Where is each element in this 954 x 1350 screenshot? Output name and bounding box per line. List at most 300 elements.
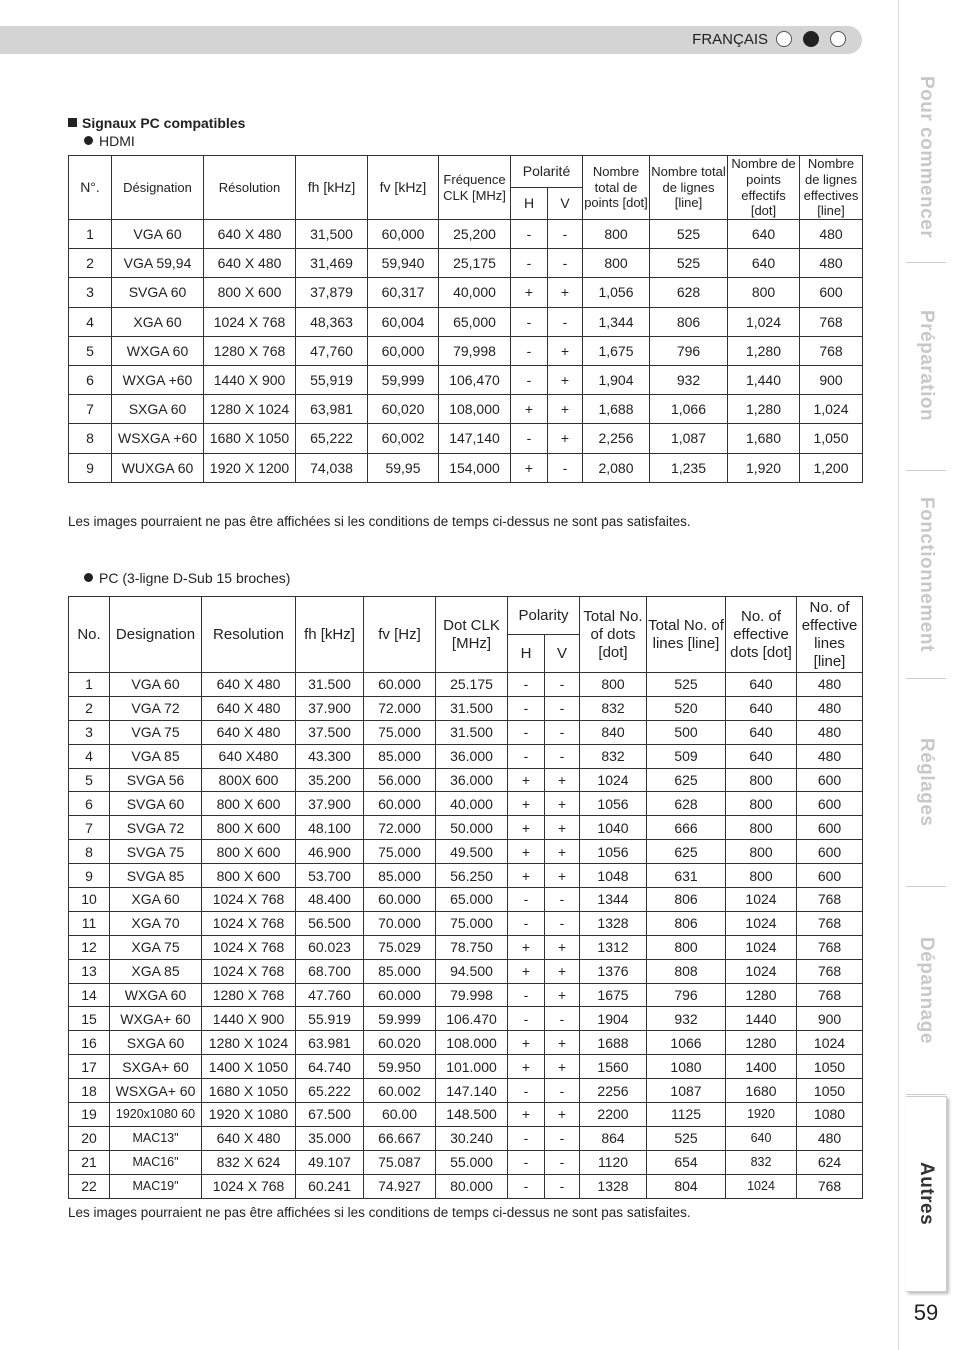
table-cell: 60,000 [368, 220, 439, 249]
table-cell: 12 [69, 935, 110, 959]
table-cell: 2200 [580, 1103, 647, 1127]
table-cell: - [545, 720, 580, 744]
table-cell: 1056 [580, 792, 647, 816]
table-cell: 60.000 [364, 888, 436, 912]
table-cell: + [548, 336, 583, 365]
table-cell: 768 [797, 935, 863, 959]
table-cell: - [508, 1007, 545, 1031]
table-cell: 79,998 [439, 336, 511, 365]
table-cell: 47,760 [296, 336, 368, 365]
table-cell: 2 [69, 249, 112, 278]
table-cell: - [545, 1007, 580, 1031]
table-cell: 85.000 [364, 744, 436, 768]
table-cell: 7 [69, 395, 112, 424]
table-cell: 800 [647, 935, 726, 959]
table-cell: SXGA+ 60 [110, 1055, 202, 1079]
table-cell: 79.998 [436, 983, 508, 1007]
table-cell: - [508, 696, 545, 720]
table-cell: 1,280 [728, 336, 800, 365]
table-cell: + [508, 959, 545, 983]
col-header-v: V [548, 188, 583, 220]
table-cell: 53.700 [296, 864, 364, 888]
table-cell: 480 [797, 673, 863, 697]
table-cell: 11 [69, 911, 110, 935]
table-cell: + [545, 935, 580, 959]
table-cell: 59,95 [368, 453, 439, 482]
table-cell: - [548, 453, 583, 482]
table-cell: 9 [69, 864, 110, 888]
table-cell: 1688 [580, 1031, 647, 1055]
table-cell: 1024 [797, 1031, 863, 1055]
table-cell: 1675 [580, 983, 647, 1007]
table-cell: 148.500 [436, 1103, 508, 1127]
table-cell: 832 [580, 696, 647, 720]
table-cell: 1125 [647, 1103, 726, 1127]
square-bullet-icon [68, 118, 77, 127]
table-cell: 13 [69, 959, 110, 983]
table-row [69, 1007, 863, 1031]
table-cell: 8 [69, 424, 112, 453]
table-cell: 480 [800, 220, 863, 249]
table-cell: 60.000 [364, 983, 436, 1007]
col-header-total-lines: Nombre total de lignes [line] [650, 156, 728, 220]
col-header-h: H [508, 635, 545, 673]
table-cell: MAC19" [110, 1174, 202, 1198]
table-cell: 1920 [726, 1103, 797, 1127]
table-cell: 1,688 [583, 395, 650, 424]
sidebar-tab-pour-commencer[interactable]: Pour commencer [906, 52, 946, 263]
table-cell: 31.500 [436, 720, 508, 744]
table-cell: 640 X 480 [202, 1126, 296, 1150]
table-cell: 1,066 [650, 395, 728, 424]
table-cell: 800 X 600 [202, 816, 296, 840]
table-row [69, 888, 863, 912]
table-cell: 47.760 [296, 983, 364, 1007]
table-row [69, 1031, 863, 1055]
table-cell: 30.240 [436, 1126, 508, 1150]
table-cell: 85.000 [364, 959, 436, 983]
table-cell: 25.175 [436, 673, 508, 697]
table-cell: - [548, 220, 583, 249]
table-cell: - [511, 307, 548, 336]
table-cell: 932 [647, 1007, 726, 1031]
col-header-resolution: Resolution [202, 597, 296, 673]
table-cell: 628 [647, 792, 726, 816]
table-cell: VGA 59,94 [112, 249, 204, 278]
table-cell: + [511, 278, 548, 307]
table-row [69, 673, 863, 697]
table-cell: - [511, 249, 548, 278]
language-dot-active-icon [803, 31, 819, 47]
table-cell: 640 X 480 [202, 696, 296, 720]
table-cell: + [545, 840, 580, 864]
table-cell: 1,050 [800, 424, 863, 453]
table-cell: - [545, 744, 580, 768]
table-cell: 106,470 [439, 365, 511, 394]
table-cell: 480 [797, 744, 863, 768]
table-cell: 800 X 600 [202, 840, 296, 864]
table-cell: 31,500 [296, 220, 368, 249]
table-cell: SVGA 60 [112, 278, 204, 307]
table-cell: - [508, 1150, 545, 1174]
table-cell: + [508, 864, 545, 888]
table-cell: 60.000 [364, 673, 436, 697]
table-cell: WXGA +60 [112, 365, 204, 394]
table-cell: 1,920 [728, 453, 800, 482]
table-cell: + [508, 935, 545, 959]
table-cell: XGA 75 [110, 935, 202, 959]
table-cell: 75.000 [364, 720, 436, 744]
table-cell: 509 [647, 744, 726, 768]
table-cell: 20 [69, 1126, 110, 1150]
pc-signal-table [68, 596, 863, 1199]
table-cell: WUXGA 60 [112, 453, 204, 482]
table-cell: 31.500 [436, 696, 508, 720]
table-cell: SXGA 60 [112, 395, 204, 424]
sidebar-tab-autres[interactable]: Autres [906, 1096, 947, 1292]
table-cell: + [545, 1031, 580, 1055]
table-cell: 50.000 [436, 816, 508, 840]
table-cell: 49.500 [436, 840, 508, 864]
table-cell: 1080 [797, 1103, 863, 1127]
sidebar-tab-fonctionnement[interactable]: Fonctionnement [906, 470, 946, 679]
table-cell: 864 [580, 1126, 647, 1150]
table-row [69, 424, 863, 453]
table-cell: 640 X 480 [204, 249, 296, 278]
hdmi-signal-table [68, 155, 863, 483]
table-cell: 800 [583, 220, 650, 249]
table-cell: 65,222 [296, 424, 368, 453]
table-cell: 768 [800, 307, 863, 336]
table-cell: 1680 X 1050 [202, 1079, 296, 1103]
table-row [69, 768, 863, 792]
table-cell: - [548, 249, 583, 278]
table-row [69, 365, 863, 394]
table-cell: 15 [69, 1007, 110, 1031]
table-cell: 768 [797, 1174, 863, 1198]
table-cell: 36.000 [436, 768, 508, 792]
table-cell: + [508, 1055, 545, 1079]
table-cell: 1050 [797, 1055, 863, 1079]
table-cell: 800 X 600 [202, 792, 296, 816]
table-row [69, 911, 863, 935]
table-cell: SVGA 72 [110, 816, 202, 840]
table-cell: - [508, 1126, 545, 1150]
table-row [69, 792, 863, 816]
table-cell: 75.000 [436, 911, 508, 935]
table-cell: 59.999 [364, 1007, 436, 1031]
table-cell: 800 [726, 816, 797, 840]
table-cell: 60.020 [364, 1031, 436, 1055]
table-cell: 56.250 [436, 864, 508, 888]
table-cell: 1280 X 768 [202, 983, 296, 1007]
table-cell: 1440 X 900 [202, 1007, 296, 1031]
col-header-designation: Designation [110, 597, 202, 673]
table-cell: 1024 [726, 888, 797, 912]
table-row [69, 249, 863, 278]
table-cell: 640 X 480 [202, 720, 296, 744]
table-cell: - [511, 336, 548, 365]
table-row [69, 696, 863, 720]
table-cell: 1280 X 768 [204, 336, 296, 365]
table-cell: 1,344 [583, 307, 650, 336]
table-cell: - [508, 983, 545, 1007]
table-cell: 48.100 [296, 816, 364, 840]
table-cell: 1,024 [728, 307, 800, 336]
table-cell: - [545, 1174, 580, 1198]
table-cell: 60.002 [364, 1079, 436, 1103]
table-cell: 832 [580, 744, 647, 768]
table-cell: - [545, 1079, 580, 1103]
sidebar-tab-preparation[interactable]: Préparation [906, 262, 946, 471]
table-row [69, 816, 863, 840]
table-cell: 74,038 [296, 453, 368, 482]
table-cell: 628 [650, 278, 728, 307]
table-cell: + [545, 983, 580, 1007]
table-cell: 21 [69, 1150, 110, 1174]
col-header-polarity: Polarité [511, 156, 583, 188]
table-cell: 14 [69, 983, 110, 1007]
table-cell: 60.023 [296, 935, 364, 959]
col-header-clk: Dot CLK [MHz] [436, 597, 508, 673]
table-cell: 72.000 [364, 696, 436, 720]
table-cell: 37.900 [296, 696, 364, 720]
table-cell: VGA 60 [110, 673, 202, 697]
table-cell: 59,940 [368, 249, 439, 278]
table-cell: 900 [797, 1007, 863, 1031]
table-cell: 75.029 [364, 935, 436, 959]
table-cell: 768 [797, 888, 863, 912]
table-cell: 35.200 [296, 768, 364, 792]
table-cell: 600 [800, 278, 863, 307]
table-cell: 900 [800, 365, 863, 394]
table-cell: - [508, 744, 545, 768]
table-cell: 1328 [580, 911, 647, 935]
table-cell: 480 [797, 696, 863, 720]
table-cell: 600 [797, 792, 863, 816]
table-cell: - [545, 673, 580, 697]
table-cell: 768 [797, 983, 863, 1007]
table-cell: 666 [647, 816, 726, 840]
table-cell: 1,056 [583, 278, 650, 307]
table-row [69, 1055, 863, 1079]
table-cell: 108.000 [436, 1031, 508, 1055]
table-cell: 600 [797, 816, 863, 840]
table-cell: - [545, 1150, 580, 1174]
table-cell: 2,080 [583, 453, 650, 482]
table-cell: 60.241 [296, 1174, 364, 1198]
table-cell: 4 [69, 744, 110, 768]
table-cell: + [508, 816, 545, 840]
language-label: FRANÇAIS [692, 31, 768, 48]
table-cell: 3 [69, 278, 112, 307]
table-cell: + [511, 395, 548, 424]
hdmi-bullet: HDMI [84, 133, 135, 149]
table-cell: 1,200 [800, 453, 863, 482]
table-cell: 525 [650, 220, 728, 249]
table-cell: 64.740 [296, 1055, 364, 1079]
table-cell: 1 [69, 673, 110, 697]
table-cell: 1280 X 1024 [202, 1031, 296, 1055]
table-cell: 5 [69, 336, 112, 365]
table-cell: 800 [583, 249, 650, 278]
table-cell: 1280 [726, 983, 797, 1007]
table-cell: WXGA 60 [112, 336, 204, 365]
table-cell: 25,175 [439, 249, 511, 278]
table-cell: - [545, 1126, 580, 1150]
table-cell: 768 [797, 959, 863, 983]
table-cell: 640 [726, 1126, 797, 1150]
table-cell: 796 [650, 336, 728, 365]
table-cell: 640 X480 [202, 744, 296, 768]
col-header-fv: fv [Hz] [364, 597, 436, 673]
table-cell: 1,675 [583, 336, 650, 365]
col-header-designation: Désignation [112, 156, 204, 220]
table-cell: 600 [797, 864, 863, 888]
table-row [69, 1150, 863, 1174]
table-cell: 1328 [580, 1174, 647, 1198]
table-cell: 68.700 [296, 959, 364, 983]
table-cell: 65,000 [439, 307, 511, 336]
table-cell: + [508, 1031, 545, 1055]
table-cell: 1560 [580, 1055, 647, 1079]
table-cell: XGA 70 [110, 911, 202, 935]
table-cell: + [545, 768, 580, 792]
table-cell: 67.500 [296, 1103, 364, 1127]
table-cell: VGA 72 [110, 696, 202, 720]
table-cell: XGA 85 [110, 959, 202, 983]
table-cell: + [548, 395, 583, 424]
table-row [69, 935, 863, 959]
table-cell: 804 [647, 1174, 726, 1198]
table-cell: 1,087 [650, 424, 728, 453]
table-cell: 1,235 [650, 453, 728, 482]
table-row [69, 720, 863, 744]
table-cell: 1,024 [800, 395, 863, 424]
header-bar [0, 26, 862, 54]
table-cell: 1312 [580, 935, 647, 959]
col-header-h: H [511, 188, 548, 220]
table-cell: 800 X 600 [202, 864, 296, 888]
bullet-dot-icon [84, 136, 93, 145]
table-row [69, 1174, 863, 1198]
table-cell: 1087 [647, 1079, 726, 1103]
table-cell: 1920 X 1080 [202, 1103, 296, 1127]
table-cell: 1024 [580, 768, 647, 792]
col-header-fv: fv [kHz] [368, 156, 439, 220]
table-cell: 8 [69, 840, 110, 864]
table-cell: - [508, 888, 545, 912]
table-cell: + [548, 424, 583, 453]
table-cell: 1280 [726, 1031, 797, 1055]
table-cell: 63,981 [296, 395, 368, 424]
table-cell: 1680 [726, 1079, 797, 1103]
table-row [69, 278, 863, 307]
table-cell: 525 [647, 1126, 726, 1150]
table-cell: + [545, 959, 580, 983]
table-cell: - [508, 1079, 545, 1103]
language-dot-icon [830, 31, 846, 47]
table-cell: 520 [647, 696, 726, 720]
table-cell: 94.500 [436, 959, 508, 983]
table-cell: 72.000 [364, 816, 436, 840]
hdmi-table-body [69, 220, 863, 483]
table-cell: 640 [728, 220, 800, 249]
table-row [69, 840, 863, 864]
table-cell: WSXGA+ 60 [110, 1079, 202, 1103]
table-cell: - [508, 720, 545, 744]
table-cell: 800X 600 [202, 768, 296, 792]
table-cell: + [508, 840, 545, 864]
table-cell: 932 [650, 365, 728, 394]
table-cell: 806 [647, 888, 726, 912]
table-cell: - [511, 220, 548, 249]
table-cell: 1050 [797, 1079, 863, 1103]
table-cell: 108,000 [439, 395, 511, 424]
sidebar-tab-depannage[interactable]: Dépannage [906, 886, 946, 1095]
table-cell: 600 [797, 840, 863, 864]
table-cell: 500 [647, 720, 726, 744]
table-cell: 36.000 [436, 744, 508, 768]
table-cell: VGA 75 [110, 720, 202, 744]
sidebar-tab-reglages[interactable]: Réglages [906, 678, 946, 887]
table-cell: 480 [797, 720, 863, 744]
table-cell: 106.470 [436, 1007, 508, 1031]
table-row [69, 336, 863, 365]
table-cell: 4 [69, 307, 112, 336]
table-row [69, 1126, 863, 1150]
table-cell: 37,879 [296, 278, 368, 307]
col-header-no: No. [69, 597, 110, 673]
table-row [69, 395, 863, 424]
table-cell: - [511, 424, 548, 453]
table-cell: 1680 X 1050 [204, 424, 296, 453]
table-cell: WSXGA +60 [112, 424, 204, 453]
table-cell: 1024 X 768 [204, 307, 296, 336]
table-cell: 640 [726, 720, 797, 744]
table-cell: 59,999 [368, 365, 439, 394]
table-cell: 654 [647, 1150, 726, 1174]
table-cell: 1,280 [728, 395, 800, 424]
table-row [69, 307, 863, 336]
col-header-clk: Fréquence CLK [MHz] [439, 156, 511, 220]
table-cell: 640 X 480 [202, 673, 296, 697]
pc-bullet: PC (3-ligne D-Sub 15 broches) [84, 570, 290, 586]
table-cell: 60,004 [368, 307, 439, 336]
table-cell: 640 [726, 744, 797, 768]
table-cell: + [508, 792, 545, 816]
table-cell: SVGA 56 [110, 768, 202, 792]
col-header-effective-lines: No. of effective lines [line] [797, 597, 863, 673]
col-header-effective-dots: Nombre de points effectifs [dot] [728, 156, 800, 220]
table-cell: 31,469 [296, 249, 368, 278]
table-cell: 78.750 [436, 935, 508, 959]
table-cell: 60,020 [368, 395, 439, 424]
table-cell: 17 [69, 1055, 110, 1079]
table-cell: 480 [800, 249, 863, 278]
table-cell: 480 [797, 1126, 863, 1150]
col-header-effective-dots: No. of effective dots [dot] [726, 597, 797, 673]
table-cell: MAC16" [110, 1150, 202, 1174]
table-cell: 800 X 600 [204, 278, 296, 307]
col-header-no: N°. [69, 156, 112, 220]
table-cell: 37.500 [296, 720, 364, 744]
table-cell: + [508, 768, 545, 792]
table-cell: 25,200 [439, 220, 511, 249]
table-cell: 600 [797, 768, 863, 792]
table-cell: + [545, 1103, 580, 1127]
table-cell: 1,904 [583, 365, 650, 394]
